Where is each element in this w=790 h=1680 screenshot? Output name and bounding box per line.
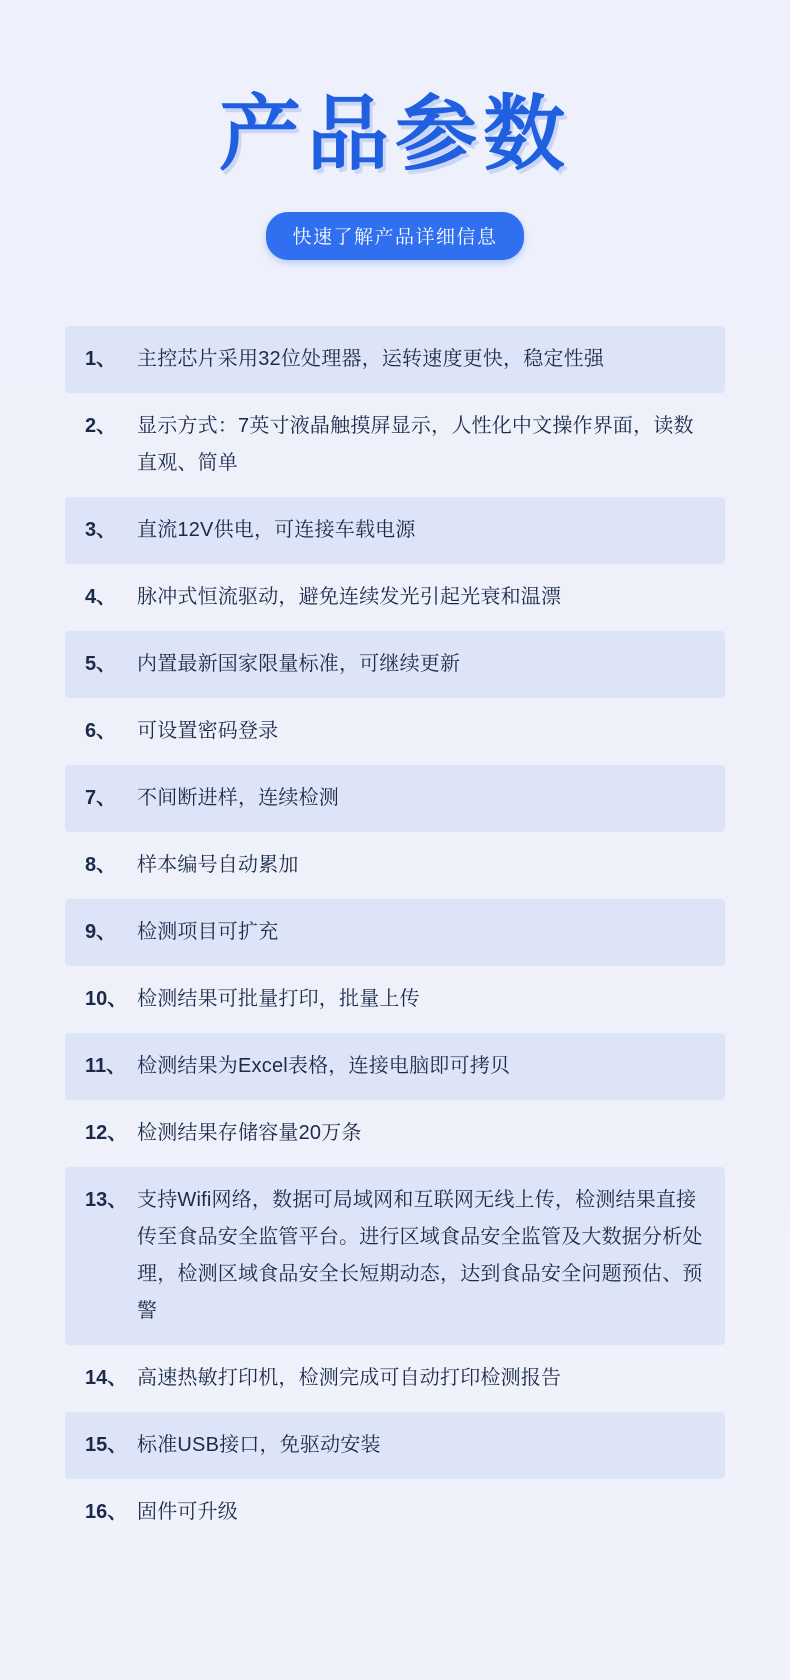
spec-text: 显示方式：7英寸液晶触摸屏显示，人性化中文操作界面，读数直观、简单	[137, 415, 694, 475]
spec-row	[65, 1479, 725, 1546]
spec-text: 检测结果存储容量20万条	[137, 1122, 362, 1145]
subtitle-container	[0, 212, 790, 260]
page-header	[0, 0, 790, 260]
spec-index: 6、	[85, 720, 117, 743]
spec-index: 15、	[85, 1434, 128, 1457]
spec-row	[65, 832, 725, 899]
spec-text: 固件可升级	[137, 1501, 238, 1524]
spec-index: 1、	[85, 348, 117, 371]
spec-index: 14、	[85, 1367, 128, 1390]
spec-text: 样本编号自动累加	[137, 854, 299, 877]
spec-list	[65, 326, 725, 1546]
spec-row	[65, 1100, 725, 1167]
spec-row	[65, 1167, 725, 1345]
spec-text: 直流12V供电，可连接车载电源	[137, 519, 416, 542]
spec-text: 不间断进样，连续检测	[137, 787, 339, 810]
spec-text: 支持Wifi网络，数据可局域网和互联网无线上传，检测结果直接传至食品安全监管平台。进行区域食品安全监管及大数据分析处理，检测区域食品安全长短期动态，达到食品安全问题预估、预警	[137, 1189, 703, 1323]
spec-row	[65, 1412, 725, 1479]
spec-index: 4、	[85, 586, 117, 609]
subtitle-badge: 快速了解产品详细信息	[266, 212, 523, 260]
spec-index: 8、	[85, 854, 117, 877]
spec-index: 2、	[85, 415, 117, 438]
spec-row	[65, 497, 725, 564]
spec-text: 检测结果可批量打印，批量上传	[137, 988, 420, 1011]
spec-text: 检测项目可扩充	[137, 921, 279, 944]
spec-index: 7、	[85, 787, 117, 810]
spec-text: 检测结果为Excel表格，连接电脑即可拷贝	[137, 1055, 511, 1078]
spec-text: 标准USB接口，免驱动安装	[137, 1434, 381, 1457]
spec-index: 12、	[85, 1122, 128, 1145]
spec-index: 11、	[85, 1055, 127, 1078]
spec-row	[65, 1033, 725, 1100]
spec-row	[65, 966, 725, 1033]
spec-index: 3、	[85, 519, 117, 542]
spec-index: 13、	[85, 1189, 128, 1212]
spec-row	[65, 393, 725, 497]
spec-text: 内置最新国家限量标准，可继续更新	[137, 653, 461, 676]
spec-index: 16、	[85, 1501, 128, 1524]
spec-text: 主控芯片采用32位处理器，运转速度更快，稳定性强	[137, 348, 605, 371]
spec-text: 可设置密码登录	[137, 720, 279, 743]
spec-text: 高速热敏打印机，检测完成可自动打印检测报告	[137, 1367, 562, 1390]
spec-index: 10、	[85, 988, 128, 1011]
spec-row	[65, 326, 725, 393]
page-title: 产品参数	[218, 87, 571, 182]
spec-index: 9、	[85, 921, 117, 944]
spec-row	[65, 765, 725, 832]
spec-index: 5、	[85, 653, 117, 676]
spec-row	[65, 1345, 725, 1412]
spec-row	[65, 698, 725, 765]
spec-row	[65, 899, 725, 966]
spec-text: 脉冲式恒流驱动，避免连续发光引起光衰和温漂	[137, 586, 562, 609]
spec-row	[65, 564, 725, 631]
spec-row	[65, 631, 725, 698]
